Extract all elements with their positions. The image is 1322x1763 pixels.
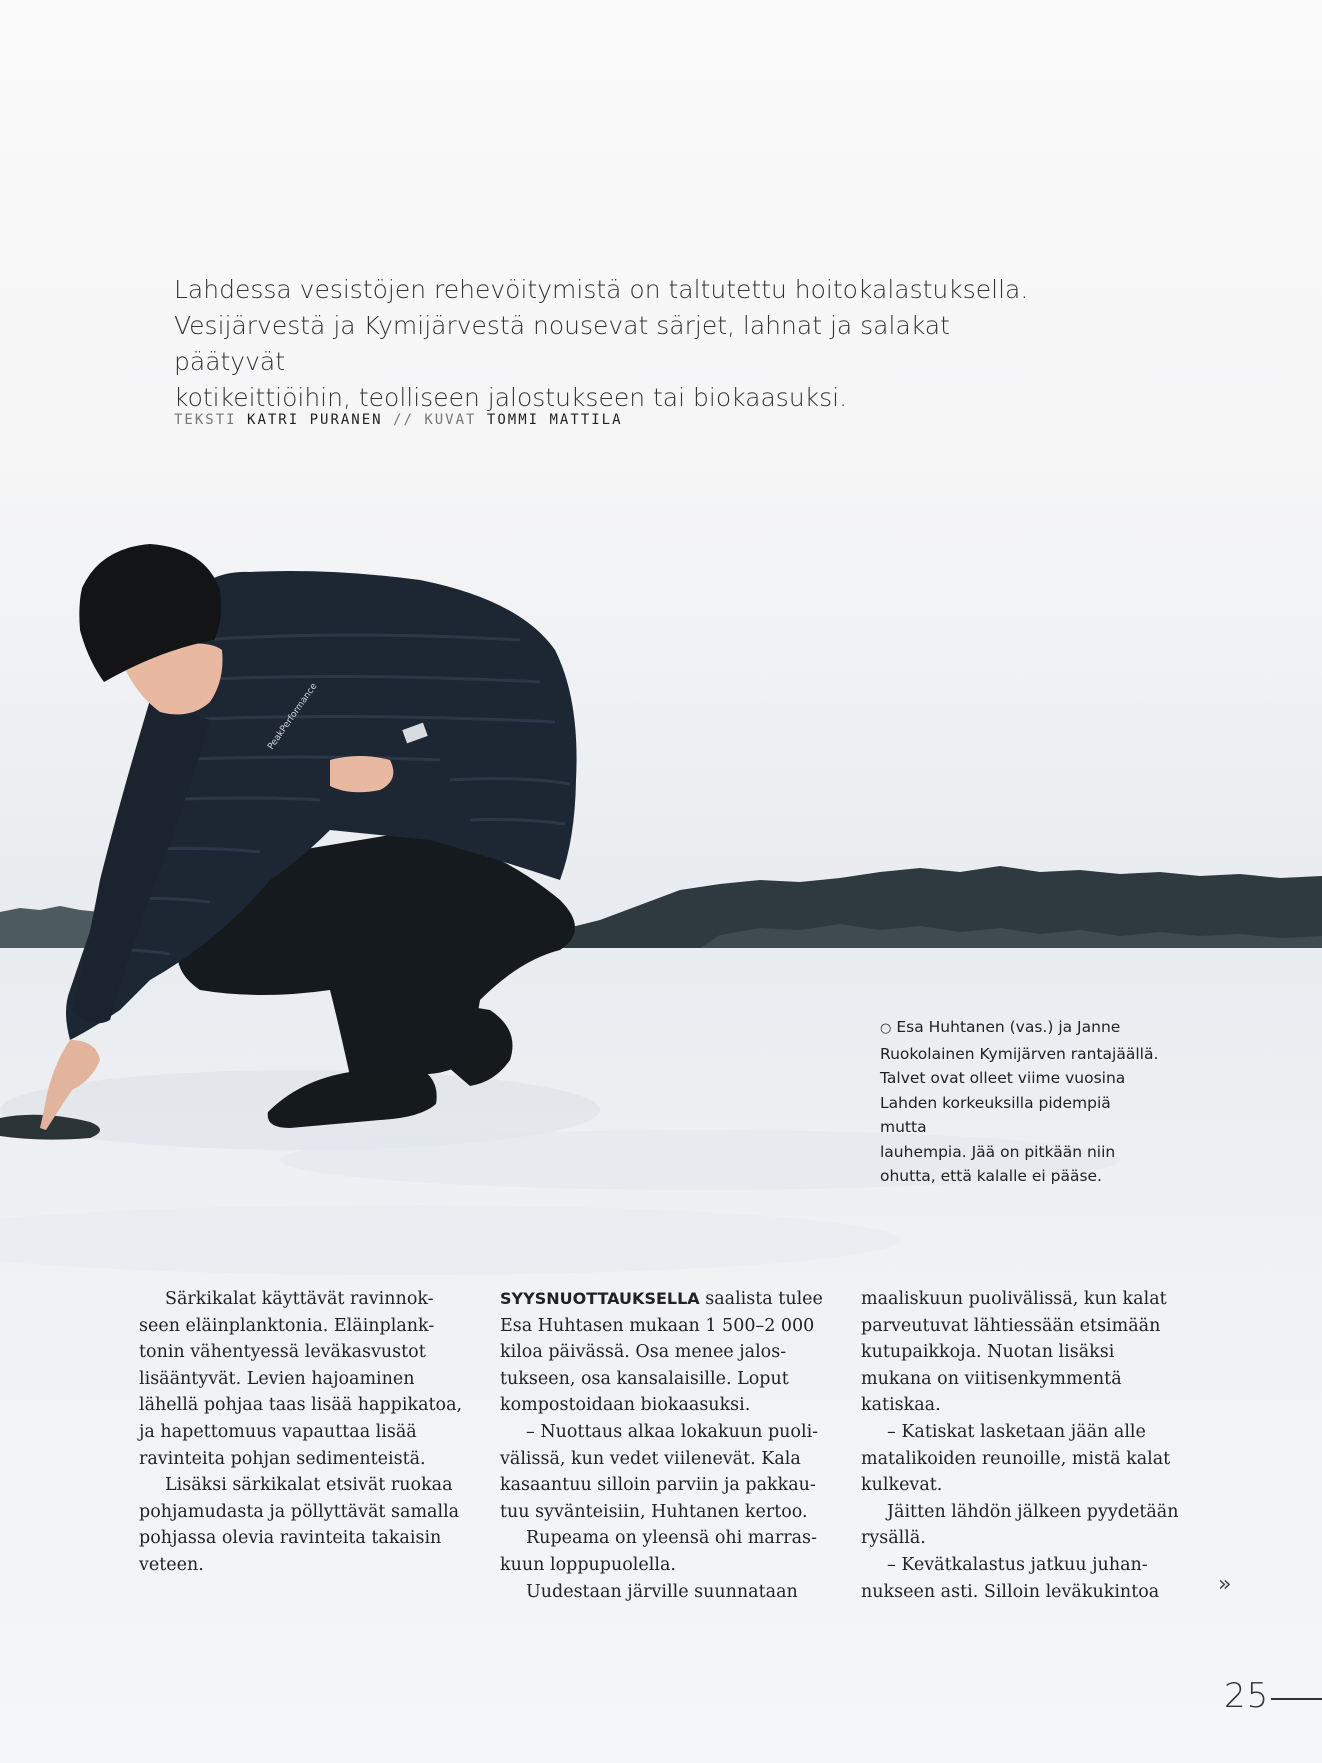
paragraph [139, 1286, 469, 1472]
lead-in: SYYSNUOTTAUKSELLA [500, 1289, 700, 1308]
paragraph [861, 1286, 1191, 1419]
caption-line: Lahden korkeuksilla pidempiä mutta [880, 1093, 1111, 1136]
text-line: lisääntyvät. Levien hajoaminen [139, 1368, 415, 1389]
caption-line: Esa Huhtanen (vas.) ja Janne [896, 1018, 1121, 1036]
page-number-rule [1271, 1698, 1322, 1700]
paragraph [500, 1525, 830, 1578]
text-line: katiskaa. [861, 1395, 941, 1416]
paragraph [500, 1286, 830, 1419]
text-line: tukseen, osa kansalaisille. Loput [500, 1368, 789, 1389]
credit-separator: // [393, 412, 414, 428]
continue-arrow-icon: » [1218, 1572, 1232, 1597]
text-line: – Kevätkalastus jatkuu juhan- [887, 1554, 1148, 1575]
text-line: Esa Huhtasen mukaan 1 500–2 000 [500, 1315, 815, 1336]
text-line: Särkikalat käyttävät ravinnok- [165, 1289, 434, 1309]
text-line: kasaantuu silloin parviin ja pakkau- [500, 1475, 816, 1496]
lead-line: Lahdessa vesistöjen rehevöitymistä on taltutettu hoitokalastuksella. [174, 275, 1029, 304]
caption-line: lauhempia. Jää on pitkään niin [880, 1142, 1116, 1161]
text-line: kulkevat. [861, 1475, 943, 1496]
text-line: ja hapettomuus vapauttaa lisää [139, 1421, 417, 1442]
credits [174, 412, 623, 428]
paragraph [139, 1472, 469, 1578]
text-line: maaliskuun puolivälissä, kun kalat [861, 1289, 1167, 1309]
caption-line: Talvet ovat olleet viime vuosina [880, 1069, 1126, 1087]
text-line: veteen. [139, 1554, 204, 1575]
text-line: kompostoidaan biokaasuksi. [500, 1395, 751, 1416]
text-line: mukana on viitisenkymmentä [861, 1368, 1122, 1389]
paragraph [861, 1499, 1191, 1552]
text-line: parveutuvat lähtiessään etsimään [861, 1315, 1161, 1336]
body-column-2 [500, 1286, 830, 1605]
body-column-1 [139, 1286, 469, 1579]
lead-line: Vesijärvestä ja Kymijärvestä nousevat särjet, lahnat ja salakat päätyvät [174, 311, 950, 376]
caption-bullet-icon: ○ [880, 1021, 892, 1036]
credit-text-name: KATRI PURANEN [247, 412, 383, 428]
text-line: Uudestaan järville suunnataan [526, 1581, 798, 1602]
text-line: kiloa päivässä. Osa menee jalos- [500, 1342, 787, 1363]
text-line: Jäitten lähdön jälkeen pyydetään [887, 1501, 1179, 1522]
text-line: saalista tulee [699, 1289, 823, 1309]
text-line: matalikoiden reunoille, mistä kalat [861, 1448, 1171, 1469]
text-line: Rupeama on yleensä ohi marras- [526, 1528, 817, 1549]
text-line: Lisäksi särkikalat etsivät ruokaa [165, 1475, 453, 1496]
caption-line: ohutta, että kalalle ei pääse. [880, 1167, 1102, 1185]
lead-line: kotikeittiöihin, teolliseen jalostukseen tai biokaasuksi. [174, 383, 848, 412]
text-line: rysällä. [861, 1528, 926, 1549]
text-line: tonin vähentyessä leväkasvustot [139, 1342, 426, 1363]
text-line: kutupaikkoja. Nuotan lisäksi [861, 1342, 1115, 1363]
text-line: nukseen asti. Silloin leväkukintoa [861, 1581, 1160, 1602]
text-line: – Nuottaus alkaa lokakuun puoli- [526, 1421, 819, 1442]
credit-text-label: TEKSTI [174, 412, 237, 428]
text-line: tuu syvänteisiin, Huhtanen kertoo. [500, 1501, 808, 1522]
text-line: pohjamudasta ja pöllyttävät samalla [139, 1501, 460, 1522]
text-line: ravinteita pohjan sedimenteistä. [139, 1448, 426, 1469]
page-number: 25 [1224, 1676, 1270, 1716]
lead-paragraph [174, 272, 1054, 416]
text-line: lähellä pohjaa taas lisää happikatoa, [139, 1395, 463, 1416]
photo-caption [880, 1015, 1160, 1189]
paragraph [861, 1552, 1191, 1605]
paragraph [500, 1419, 830, 1525]
caption-line: Ruokolainen Kymijärven rantajäällä. [880, 1044, 1159, 1063]
text-line: pohjassa olevia ravinteita takaisin [139, 1528, 442, 1549]
text-line: – Katiskat lasketaan jään alle [887, 1421, 1146, 1442]
credit-photo-name: TOMMI MATTILA [486, 412, 623, 428]
text-line: seen eläinplanktonia. Eläinplank- [139, 1315, 435, 1336]
paragraph [861, 1419, 1191, 1499]
text-line: välissä, kun vedet viilenevät. Kala [500, 1448, 801, 1469]
text-line: kuun loppupuolella. [500, 1554, 676, 1575]
jacket-brand: PeakPerformance [266, 681, 320, 752]
body-column-3 [861, 1286, 1191, 1605]
paragraph [500, 1579, 830, 1606]
credit-photo-label: KUVAT [424, 412, 477, 428]
